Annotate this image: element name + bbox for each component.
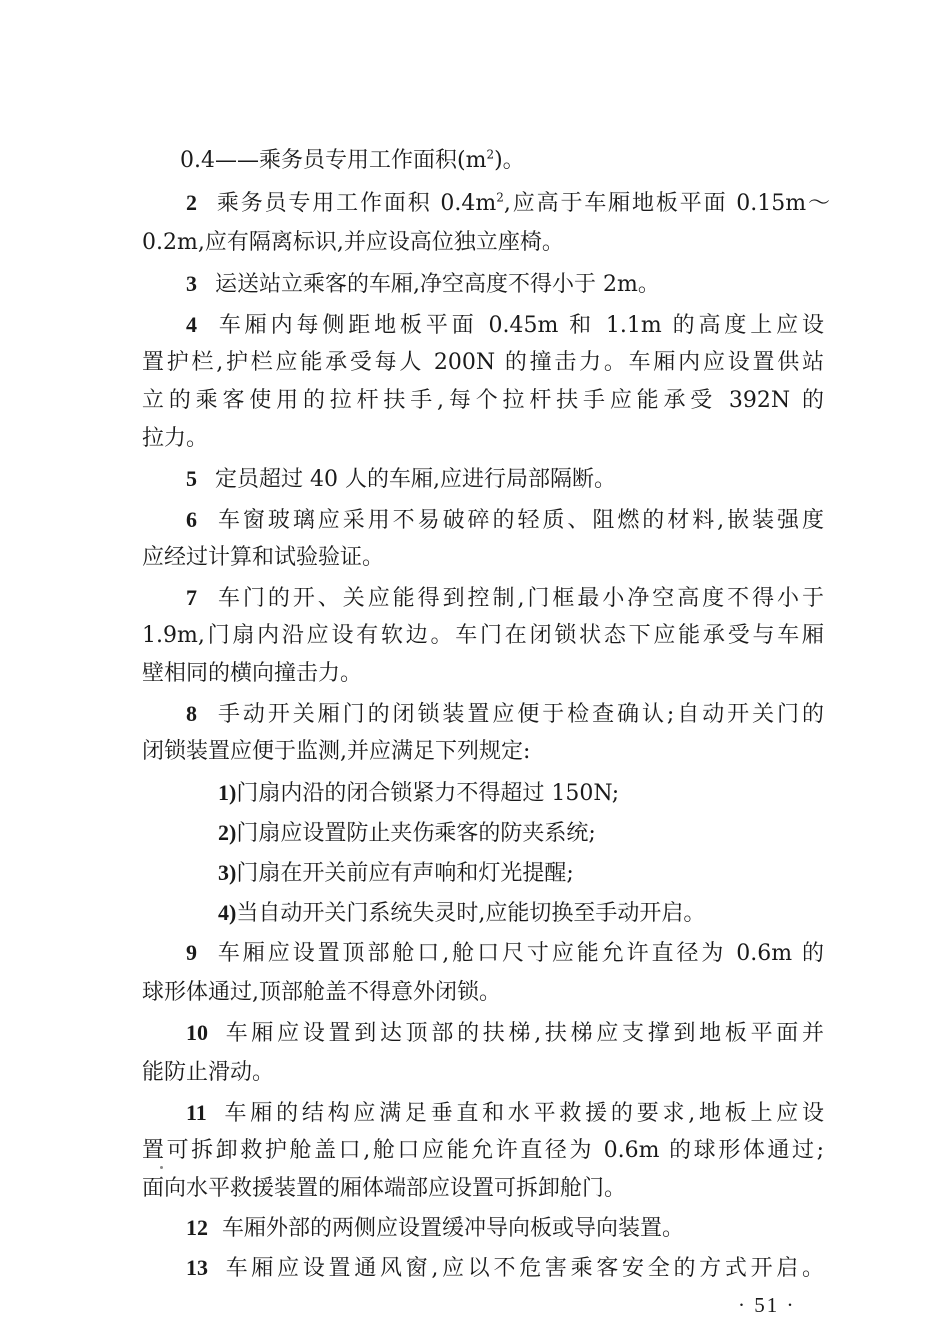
- item-number: 7: [186, 585, 197, 610]
- item-6-line-2: 应经过计算和试验验证。: [142, 545, 385, 570]
- item-2-line-1: 2 乘务员专用工作面积 $0.4m^2$,应高于车厢地板平面 0.15m～: [186, 190, 831, 216]
- item-10-line-2: 能防止滑动。: [142, 1060, 275, 1085]
- item-2-line-2: 0.2m,应有隔离标识,并应设高位独立座椅。: [142, 230, 564, 255]
- item-11-line-1: 11 车厢的结构应满足垂直和水平救援的要求,地板上应设: [186, 1100, 824, 1126]
- item-3-line-1: 3 运送站立乘客的车厢,净空高度不得小于 2m。: [186, 271, 660, 297]
- item-number: 10: [186, 1020, 208, 1045]
- item-13-line-1: 13 车厢应设置通风窗,应以不危害乘客安全的方式开启。: [186, 1255, 824, 1281]
- item-number: 8: [186, 701, 197, 726]
- item-4-line-1: 4 车厢内每侧距地板平面 0.45m 和 1.1m 的高度上应设: [186, 312, 824, 338]
- item-number: 2: [186, 190, 197, 215]
- item-number: 13: [186, 1255, 208, 1280]
- item-6-line-1: 6 车窗玻璃应采用不易破碎的轻质、阻燃的材料,嵌装强度: [186, 507, 824, 533]
- page-number: · 51 ·: [738, 1293, 796, 1317]
- item-8-sub-3: 3)门扇在开关前应有声响和灯光提醒;: [218, 860, 574, 886]
- item-4-line-3: 立的乘客使用的拉杆扶手,每个拉杆扶手应能承受 392N 的: [142, 388, 824, 413]
- item-12-line-1: 12 车厢外部的两侧应设置缓冲导向板或导向装置。: [186, 1215, 685, 1241]
- item-8-sub-4: 4)当自动开关门系统失灵时,应能切换至手动开启。: [218, 900, 706, 926]
- item-9-line-2: 球形体通过,顶部舱盖不得意外闭锁。: [142, 980, 501, 1005]
- item-8-sub-1: 1)门扇内沿的闭合锁紧力不得超过 150N;: [218, 780, 620, 806]
- item-7-line-2: 1.9m,门扇内沿应设有软边。车门在闭锁状态下应能承受与车厢: [142, 623, 824, 648]
- item-11-line-2: 置可拆卸救护舱盖口,舱口应能允许直径为 0.6m 的球形体通过;: [142, 1138, 824, 1163]
- item-number: 9: [186, 940, 197, 965]
- item-4-line-2: 置护栏,护栏应能承受每人 200N 的撞击力。车厢内应设置供站: [142, 350, 824, 375]
- item-9-line-1: 9 车厢应设置顶部舱口,舱口尺寸应能允许直径为 0.6m 的: [186, 940, 824, 966]
- item-11-line-3: 面向水平救援装置的厢体端部应设置可拆卸舱门。: [142, 1176, 627, 1201]
- item-7-line-1: 7 车门的开、关应能得到控制,门框最小净空高度不得小于: [186, 585, 824, 611]
- item-number: 6: [186, 507, 197, 532]
- item-8-sub-2: 2)门扇应设置防止夹伤乘客的防夹系统;: [218, 820, 596, 846]
- intro-line: 0.4——乘务员专用工作面积$(m^2)$。: [180, 147, 525, 173]
- item-7-line-3: 壁相同的横向撞击力。: [142, 661, 363, 686]
- item-5-line-1: 5 定员超过 40 人的车厢,应进行局部隔断。: [186, 466, 616, 492]
- item-number: 4: [186, 312, 197, 337]
- scan-speck: [160, 1166, 163, 1169]
- item-number: 3: [186, 271, 197, 296]
- item-4-line-4: 拉力。: [142, 426, 209, 451]
- item-number: 12: [186, 1215, 208, 1240]
- item-10-line-1: 10 车厢应设置到达顶部的扶梯,扶梯应支撑到地板平面并: [186, 1020, 824, 1046]
- item-number: 11: [186, 1100, 207, 1125]
- item-8-line-1: 8 手动开关厢门的闭锁装置应便于检查确认;自动开关门的: [186, 701, 824, 727]
- item-number: 5: [186, 466, 197, 491]
- item-8-line-2: 闭锁装置应便于监测,并应满足下列规定:: [142, 739, 531, 764]
